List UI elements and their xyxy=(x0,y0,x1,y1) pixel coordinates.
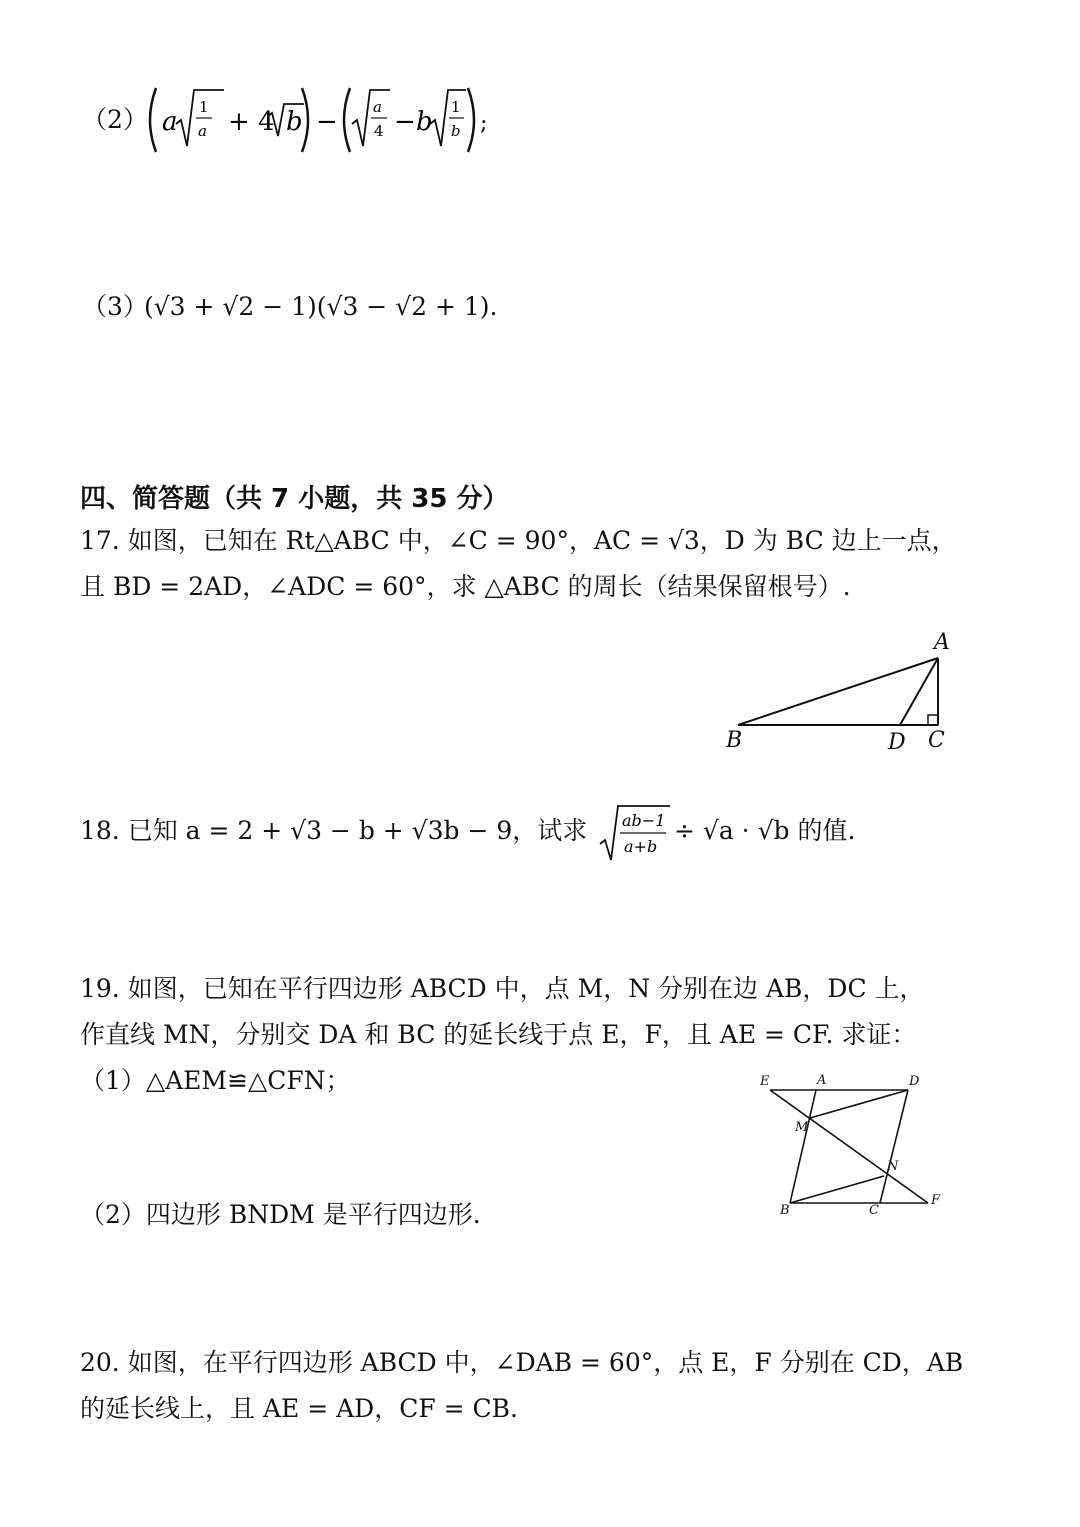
q19-label-B: B xyxy=(780,1203,790,1218)
svg-text:−: − xyxy=(316,107,338,137)
q20-line1: 20. 如图，在平行四边形 ABCD 中，∠DAB = 60°，点 E，F 分别在 CD，AB xyxy=(80,1348,964,1377)
q17-label-C: C xyxy=(928,728,945,753)
q17-label-D: D xyxy=(888,730,906,755)
q17-label-B: B xyxy=(726,728,743,753)
q17-line2: 且 BD = 2AD，∠ADC = 60°，求 △ABC 的周长（结果保留根号）. xyxy=(80,572,851,601)
q19-part2: （2）四边形 BNDM 是平行四边形. xyxy=(80,1200,481,1229)
q19-label-E: E xyxy=(760,1074,770,1089)
q19-label-C: C xyxy=(869,1203,879,1218)
q19-label-A: A xyxy=(817,1073,827,1088)
svg-text:1: 1 xyxy=(451,98,461,116)
q20-line2: 的延长线上，且 AE = AD，CF = CB. xyxy=(80,1394,518,1423)
svg-text:a: a xyxy=(198,122,207,140)
svg-text:a+b: a+b xyxy=(624,837,658,856)
q19-label-N: N xyxy=(887,1159,899,1174)
q19-line1: 19. 如图，已知在平行四边形 ABCD 中，点 M，N 分别在边 AB，DC 上， xyxy=(80,974,925,1003)
q18-suffix: ÷ √a · √b 的值. xyxy=(674,816,856,845)
svg-text:4: 4 xyxy=(374,122,384,140)
svg-text:a: a xyxy=(373,98,382,116)
q17-label-A: A xyxy=(934,630,950,655)
q17-figure xyxy=(720,630,980,760)
svg-text:;: ; xyxy=(480,111,488,136)
q16-part3-expression: (√3 + √2 − 1)(√3 − √2 + 1). xyxy=(144,292,498,321)
q19-label-F: F xyxy=(931,1193,941,1208)
svg-text:a: a xyxy=(162,107,178,137)
svg-text:b: b xyxy=(451,122,461,140)
q18-fraction-sqrt xyxy=(596,800,676,864)
q18-prefix: 18. 已知 a = 2 + √3 − b + √3b − 9，试求 xyxy=(80,816,588,845)
q19-line2: 作直线 MN，分别交 DA 和 BC 的延长线于点 E，F，且 AE = CF. 求证： xyxy=(80,1020,917,1049)
section-title: 四、简答题（共 7 小题，共 35 分） xyxy=(80,484,509,514)
q19-figure xyxy=(758,1070,958,1220)
q19-part1: （1）△AEM≌△CFN； xyxy=(80,1066,351,1095)
q16-part2-label: （2） xyxy=(82,105,148,134)
q19-label-M: M xyxy=(795,1120,809,1135)
svg-text:−: − xyxy=(394,107,416,137)
svg-text:+ 4: + 4 xyxy=(228,107,275,137)
q19-parallelogram-diagram xyxy=(758,1070,958,1220)
svg-text:b: b xyxy=(286,107,303,137)
q16-part3-label: （3） xyxy=(82,292,148,321)
svg-text:1: 1 xyxy=(199,98,209,116)
q17-line1: 17. 如图，已知在 Rt△ABC 中，∠C = 90°，AC = √3，D 为 BC 边上一点， xyxy=(80,526,957,555)
svg-text:ab−1: ab−1 xyxy=(622,811,666,830)
q16-part2-formula xyxy=(140,80,500,160)
svg-text:b: b xyxy=(416,107,433,137)
q19-label-D: D xyxy=(909,1074,920,1089)
